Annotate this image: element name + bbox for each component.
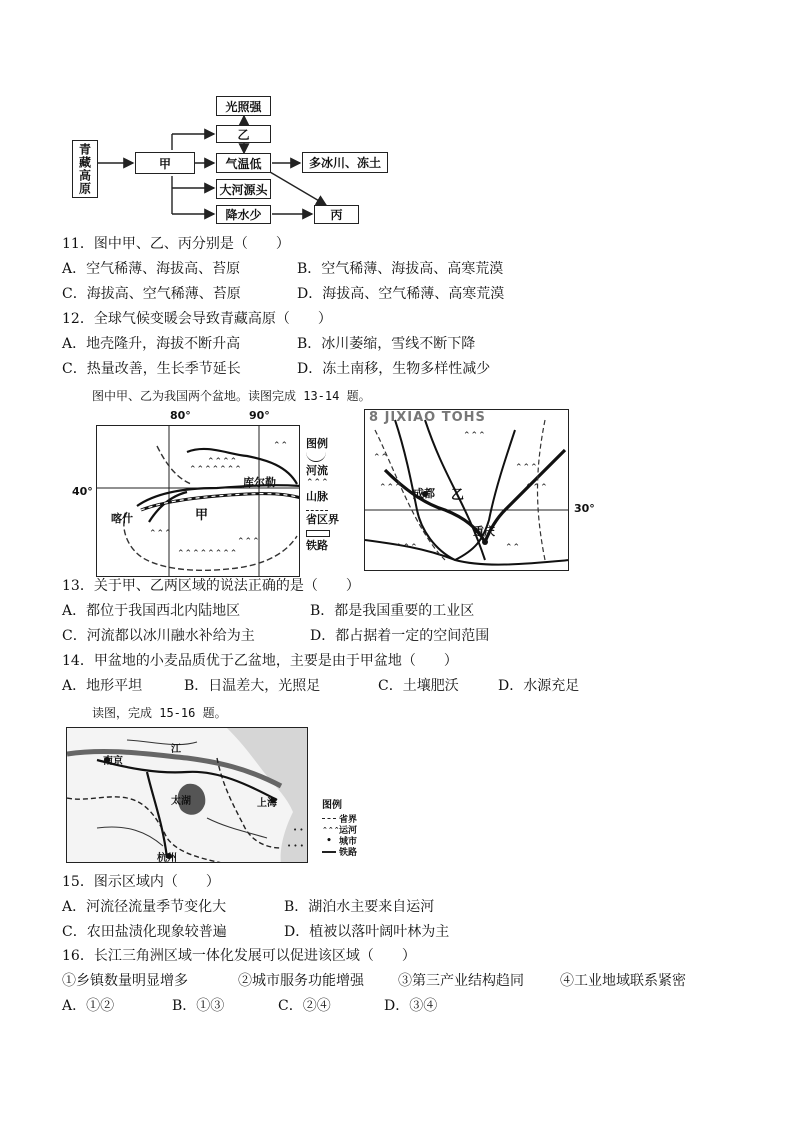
shanghai-label: 上海	[257, 798, 277, 809]
legend-river-icon	[306, 451, 326, 462]
svg-text:⌃⌃⌃: ⌃⌃⌃	[149, 529, 172, 539]
chengdu-label: 成都	[413, 487, 435, 500]
q15-option-d[interactable]: D．植被以落叶阔叶林为主	[284, 924, 450, 940]
q11-option-a[interactable]: A．空气稀薄、海拔高、苔原	[62, 261, 241, 277]
legend-title: 图例	[306, 437, 328, 450]
q16-statement-1: ①乡镇数量明显增多	[62, 973, 188, 989]
q14-stem: 14．甲盆地的小麦品质优于乙盆地，主要是由于甲盆地（ ）	[62, 653, 458, 669]
q13-option-c[interactable]: C．河流都以冰川融水补给为主	[62, 628, 255, 644]
flowchart	[0, 0, 794, 230]
q14-option-b[interactable]: B．日温差大，光照足	[184, 678, 321, 694]
map-jia-frame	[96, 425, 300, 577]
q13-option-b[interactable]: B．都是我国重要的工业区	[310, 603, 475, 619]
q15-option-c[interactable]: C．农田盐渍化现象较普遍	[62, 924, 227, 940]
intro-13-14: 图中甲、乙为我国两个盆地。读图完成 13-14 题。	[92, 389, 371, 403]
q12-option-a[interactable]: A．地壳隆升，海拔不断升高	[62, 336, 241, 352]
q14-option-c[interactable]: C．土壤肥沃	[378, 678, 459, 694]
hangzhou-label: 杭州	[157, 853, 177, 863]
delta-legend-title: 图例	[322, 800, 342, 811]
city-icon: •	[326, 835, 332, 846]
q15-stem: 15．图示区域内（ ）	[62, 874, 220, 890]
kashgar-label: 喀什	[111, 512, 133, 525]
map-delta	[66, 727, 308, 863]
yi-box: 乙	[216, 125, 271, 143]
q16-stem: 16．长江三角洲区域一体化发展可以促进该区域（ ）	[62, 948, 416, 964]
q13-option-a[interactable]: A．都位于我国西北内陆地区	[62, 603, 241, 619]
svg-text:⌃⌃⌃: ⌃⌃⌃	[463, 431, 486, 441]
intro-15-16: 读图，完成 15-16 题。	[92, 706, 227, 720]
q12-option-c[interactable]: C．热量改善，生长季节延长	[62, 361, 241, 377]
delta-legend-city: 城市	[339, 837, 358, 847]
q16-option-c[interactable]: C．②④	[278, 998, 331, 1014]
chongqing-label: 重庆	[473, 525, 495, 538]
q12-option-d[interactable]: D．冻土南移，生物多样性减少	[297, 361, 491, 377]
korla-label: 库尔勒	[243, 476, 276, 489]
taihu-label: 太湖	[171, 796, 191, 807]
svg-text:⌃⌃⌃: ⌃⌃⌃	[237, 537, 260, 547]
map-jia-legend	[306, 425, 354, 553]
lon-80-label: 80°	[170, 409, 191, 422]
q14-option-d[interactable]: D．水源充足	[498, 678, 580, 694]
svg-text:• • •: • • •	[287, 842, 304, 850]
q11-option-b[interactable]: B．空气稀薄、海拔高、高寒荒漠	[297, 261, 504, 277]
bing-box: 丙	[314, 205, 359, 224]
svg-text:⌃⌃: ⌃⌃	[373, 453, 389, 463]
map-jia-drawing	[97, 426, 300, 577]
q11-option-c[interactable]: C．海拔高、空气稀薄、苔原	[62, 286, 241, 302]
legend-border-icon	[306, 504, 328, 511]
q16-option-a[interactable]: A．①②	[62, 998, 115, 1014]
map-yi	[364, 409, 604, 571]
q11-stem: 11．图中甲、乙、丙分别是（ ）	[62, 236, 290, 252]
q12-stem: 12．全球气候变暖会导致青藏高原（ ）	[62, 311, 332, 327]
nanjing-label: 南京	[103, 756, 123, 767]
jiang-label: 江	[171, 744, 181, 755]
legend-rail: 铁路	[306, 539, 328, 552]
basin-jia-label: 甲	[195, 508, 209, 523]
guangzhao-box: 光照强	[216, 96, 271, 116]
province-border-icon	[322, 818, 336, 819]
jia-box: 甲	[135, 152, 195, 174]
svg-text:⌃⌃⌃: ⌃⌃⌃	[515, 463, 538, 473]
delta-legend-canal: 运河	[339, 826, 358, 836]
svg-text:⌃⌃⌃: ⌃⌃⌃	[379, 483, 402, 493]
delta-legend-province: 省界	[339, 815, 358, 825]
basin-yi-label: 乙	[451, 488, 465, 503]
q13-stem: 13．关于甲、乙两区域的说法正确的是（ ）	[62, 578, 360, 594]
svg-text:⌃⌃⌃⌃⌃⌃⌃⌃: ⌃⌃⌃⌃⌃⌃⌃⌃	[177, 549, 238, 559]
watermark-text: 8 JIXIAO TOHS	[369, 410, 486, 425]
q16-statement-3: ③第三产业结构趋同	[398, 973, 524, 989]
rail-icon	[322, 851, 336, 853]
svg-text:⌃⌃⌃: ⌃⌃⌃	[395, 543, 418, 553]
legend-mountain-icon: ⌃⌃⌃	[306, 478, 329, 488]
q12-option-b[interactable]: B．冰川萎缩，雪线不断下降	[297, 336, 476, 352]
q11-option-d[interactable]: D．海拔高、空气稀薄、高寒荒漠	[297, 286, 505, 302]
q16-statement-4: ④工业地域联系紧密	[560, 973, 686, 989]
dahe-box: 大河源头	[216, 179, 271, 199]
tibet-box: 青藏高原	[72, 140, 98, 198]
q16-option-d[interactable]: D．③④	[384, 998, 438, 1014]
q13-option-d[interactable]: D．都占据着一定的空间范围	[310, 628, 490, 644]
delta-legend-rail: 铁路	[339, 848, 358, 858]
legend-mountain: 山脉	[306, 490, 328, 503]
q14-option-a[interactable]: A．地形平坦	[62, 678, 143, 694]
flowchart-arrows	[0, 0, 794, 230]
q15-option-a[interactable]: A．河流径流量季节变化大	[62, 899, 227, 915]
legend-rail-icon	[306, 530, 330, 537]
svg-text:• •: • •	[293, 826, 304, 834]
svg-text:⌃⌃: ⌃⌃	[505, 543, 521, 553]
lon-90-label: 90°	[249, 409, 270, 422]
map-delta-legend	[322, 796, 382, 857]
q16-option-b[interactable]: B．①③	[172, 998, 225, 1014]
lat-40-label: 40°	[72, 485, 93, 498]
q15-option-b[interactable]: B．湖泊水主要来自运河	[284, 899, 435, 915]
svg-text:⌃⌃⌃⌃⌃⌃⌃: ⌃⌃⌃⌃⌃⌃⌃	[189, 465, 242, 475]
svg-text:⌃⌃⌃: ⌃⌃⌃	[525, 483, 548, 493]
lat-30-label: 30°	[574, 502, 595, 515]
legend-river: 河流	[306, 464, 328, 477]
map-jia	[66, 407, 356, 577]
bingchuan-box: 多冰川、冻土	[302, 152, 388, 173]
map-yi-frame	[364, 409, 569, 571]
legend-border: 省区界	[306, 513, 339, 526]
svg-text:⌃⌃⌃⌃: ⌃⌃⌃⌃	[207, 457, 238, 467]
canal-icon: ⌃⌃⌃	[322, 825, 340, 834]
q16-statement-2: ②城市服务功能增强	[238, 973, 364, 989]
svg-text:⌃⌃: ⌃⌃	[273, 441, 289, 451]
qiwen-box: 气温低	[216, 153, 271, 173]
map-yi-drawing	[365, 410, 569, 571]
jiangshui-box: 降水少	[216, 205, 271, 224]
